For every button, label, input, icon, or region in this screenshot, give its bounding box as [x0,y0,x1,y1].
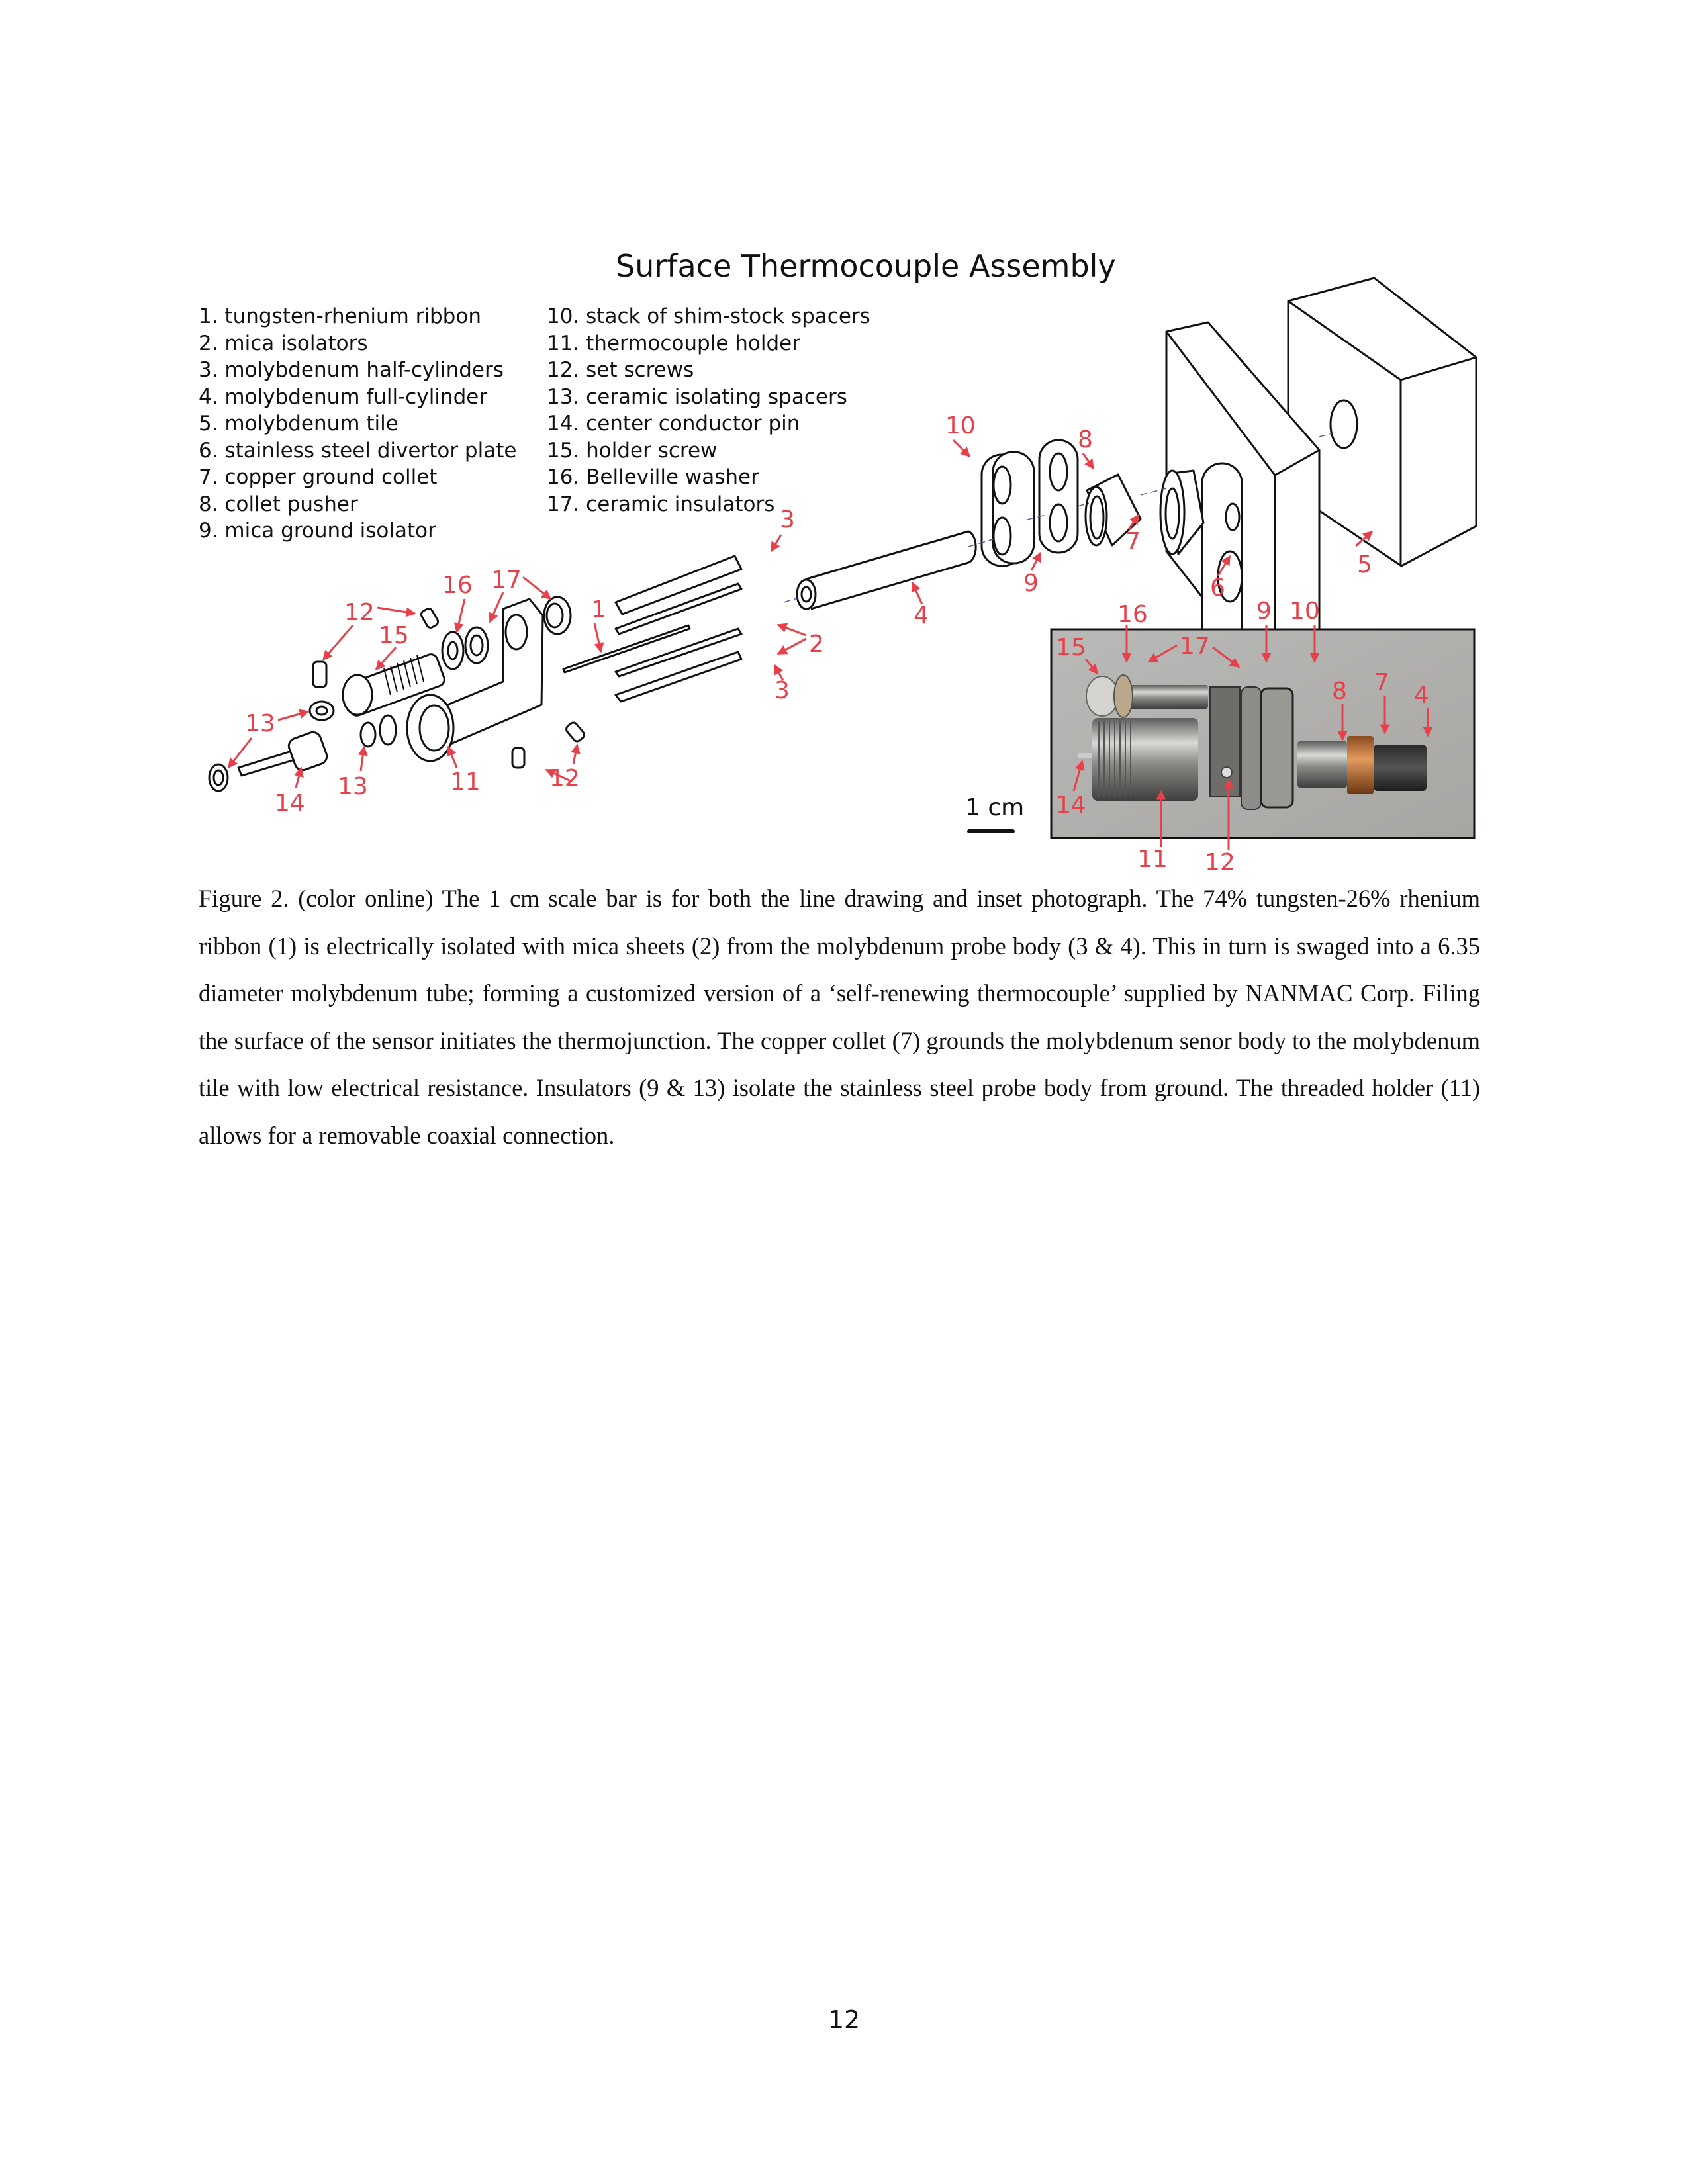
callout-3-top: 3 [780,506,795,533]
legend-item: 8. collet pusher [199,492,358,516]
callout-8: 8 [1078,426,1093,453]
callout-12-b: 12 [549,765,580,792]
figure-title: Surface Thermocouple Assembly [616,248,1116,284]
scale-bar [967,829,1015,833]
molybdenum-half-cylinder-bottom [616,652,741,702]
photo-callout-8: 8 [1332,678,1347,705]
legend-item: 9. mica ground isolator [199,519,436,543]
callout-15: 15 [379,622,409,649]
photo-callout-15: 15 [1056,634,1086,661]
legend-item: 11. thermocouple holder [547,331,800,355]
callout-5: 5 [1357,551,1372,578]
tungsten-rhenium-ribbon [563,625,690,672]
callout-12-a: 12 [344,599,375,626]
photo-callout-9: 9 [1256,598,1272,625]
callout-16: 16 [442,572,473,599]
photo-callout-16: 16 [1117,601,1148,628]
legend-item: 17. ceramic insulators [547,492,775,516]
callout-2: 2 [809,631,824,658]
callout-6: 6 [1210,574,1225,602]
photo-callout-12: 12 [1205,849,1235,876]
shim-stack [982,452,1034,566]
callout-13-a: 13 [245,710,275,737]
callout-13-b: 13 [338,773,368,800]
photo-callout-7: 7 [1374,669,1389,696]
callout-3-bottom: 3 [774,677,790,704]
photo-callout-14: 14 [1056,792,1086,819]
photo-holder-screw [1125,685,1208,709]
legend-item: 6. stainless steel divertor plate [199,438,517,463]
parts-legend-left [199,303,516,545]
photo-inset [1051,629,1474,838]
callout-17: 17 [491,567,522,594]
legend-item: 16. Belleville washer [547,465,759,489]
scale-bar-label: 1 cm [965,794,1025,821]
legend-item: 7. copper ground collet [199,465,438,489]
legend-item: 2. mica isolators [199,331,368,355]
callout-1: 1 [591,596,606,623]
callout-4: 4 [914,602,929,629]
photo-callout-11: 11 [1137,846,1168,873]
photo-threaded-holder [1092,718,1198,801]
figure-caption: Figure 2. (color online) The 1 cm scale bar is for both the line drawing and inset photograph. The 74% tungsten-26% rhenium ribbon (1) is electrically isolated with mica sheets (2) from the molybdenum probe body (3 & 4). This in turn is swaged into a 6.35 diameter molybdenum tube; forming a customized version of a ‘self-renewing thermocouple’ supplied by NANMAC Corp. Filing the surface of the sensor initiates the thermojunction. The copper collet (7) grounds the molybdenum senor body to the molybdenum tile with low electrical resistance. Insulators (9 & 13) isolate the stainless steel probe body from ground. The threaded holder (11) allows for a removable coaxial connection. [199,885,1480,1149]
callout-11: 11 [450,768,481,796]
belleville-washer [442,632,463,669]
mica-ground-isolator [1039,440,1078,553]
legend-item: 4. molybdenum full-cylinder [199,385,488,409]
photo-callout-17: 17 [1180,633,1210,660]
photo-copper-collet [1347,736,1374,794]
callout-14: 14 [275,790,305,817]
callout-10: 10 [945,412,976,439]
legend-item: 14. center conductor pin [547,412,800,435]
photo-callout-4: 4 [1414,682,1429,709]
photo-callout-10: 10 [1289,598,1320,625]
page-number: 12 [827,2005,861,2034]
mica-isolator-lower [616,629,741,676]
legend-item: 10. stack of shim-stock spacers [547,304,870,328]
legend-item: 13. ceramic isolating spacers [547,385,847,409]
legend-item: 5. molybdenum tile [199,412,399,435]
callout-7: 7 [1125,528,1141,555]
callout-9: 9 [1023,570,1039,597]
legend-item: 15. holder screw [547,438,718,463]
legend-item: 1. tungsten-rhenium ribbon [199,304,481,328]
parts-legend-right [547,303,870,518]
legend-item: 12. set screws [547,358,694,382]
figure-2 [0,0,1688,887]
legend-item: 3. molybdenum half-cylinders [199,358,504,382]
molybdenum-full-cylinder [797,531,976,609]
